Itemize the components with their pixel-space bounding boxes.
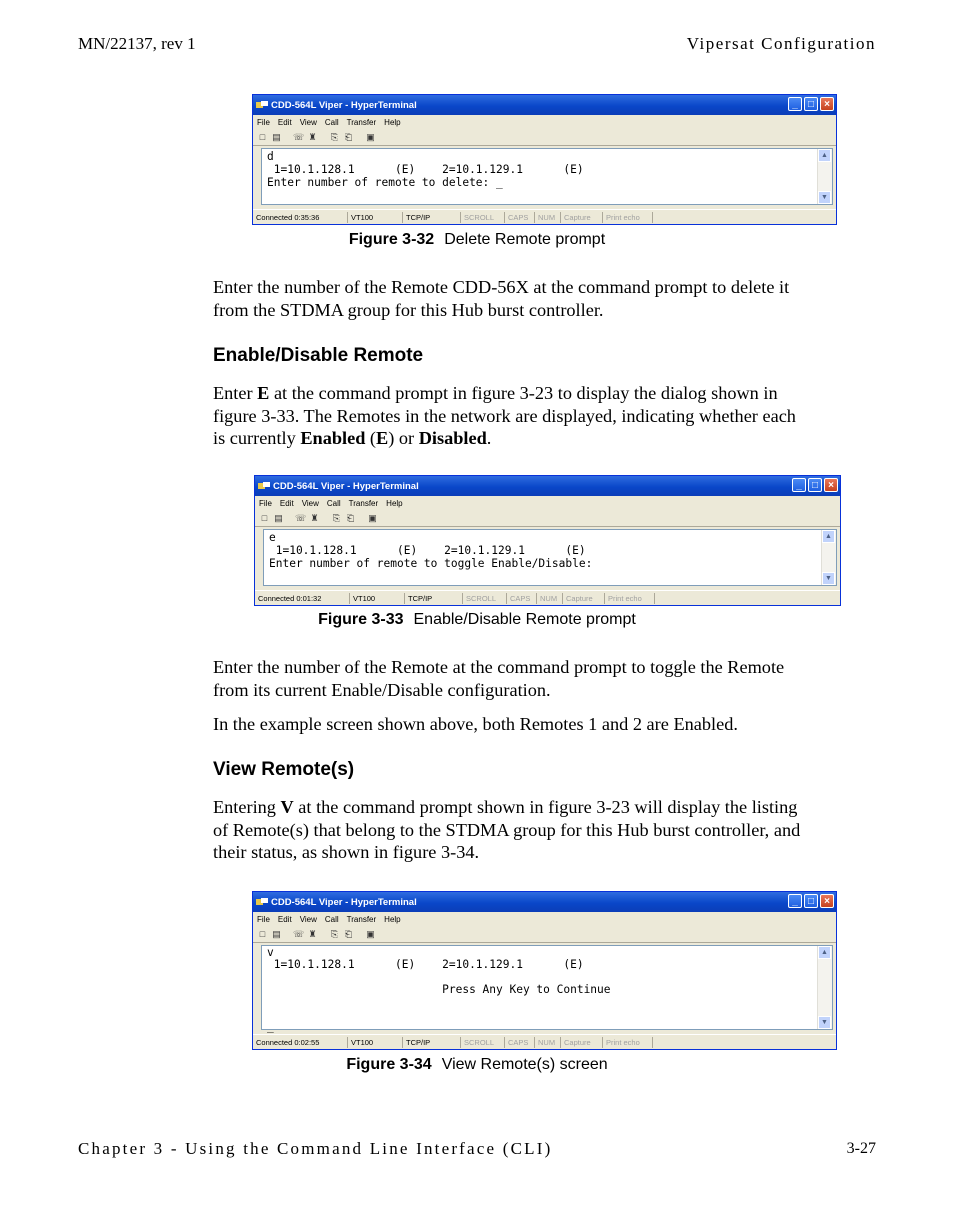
terminal-line: Enter number of remote to delete: _: [267, 176, 503, 189]
figure-number: Figure 3-34: [346, 1056, 432, 1073]
terminal-line: _: [267, 1019, 274, 1033]
hyperterminal-app-icon: [258, 481, 270, 491]
statusbar: [253, 1034, 836, 1049]
send-icon[interactable]: ⎘: [330, 928, 339, 939]
call-icon[interactable]: ☏: [295, 512, 307, 523]
header-section-title: Vipersat Configuration: [686, 34, 876, 53]
text-bold: Disabled: [418, 428, 487, 448]
window-title: CDD-564L Viper - HyperTerminal: [273, 480, 419, 492]
status-protocol: TCP/IP: [405, 593, 463, 604]
menu-help[interactable]: Help: [384, 914, 401, 924]
terminal-line: [267, 996, 611, 1008]
status-caps: CAPS: [507, 593, 537, 604]
section-heading-enable-disable: Enable/Disable Remote: [213, 345, 424, 366]
menu-transfer[interactable]: Transfer: [346, 914, 377, 924]
minimize-icon[interactable]: _: [788, 894, 802, 908]
figure-title: Delete Remote prompt: [444, 231, 606, 248]
paragraph-delete-remote: [213, 276, 881, 321]
text-run: at the command prompt in figure 3-23 to display the dialog shown in: [269, 383, 778, 403]
menu-help[interactable]: Help: [384, 117, 401, 127]
footer-chapter-title: Chapter 3 - Using the Command Line Interface (CLI): [78, 1139, 553, 1158]
terminal-line: d: [267, 150, 274, 163]
figure-caption: [0, 231, 954, 249]
hyperterminal-app-icon: [256, 897, 268, 907]
status-scroll: SCROLL: [463, 593, 507, 604]
text-run: ) or: [388, 428, 419, 448]
window-titlebar[interactable]: [253, 892, 836, 912]
new-document-icon[interactable]: □: [259, 928, 266, 939]
menu-view[interactable]: View: [299, 914, 317, 924]
section-heading-view-remotes: View Remote(s): [213, 759, 355, 780]
terminal-line: 1=10.1.128.1 (E) 2=10.1.129.1 (E): [267, 163, 584, 176]
terminal-text: [267, 150, 584, 189]
properties-icon[interactable]: ▣: [366, 928, 375, 939]
window-titlebar[interactable]: [253, 95, 836, 115]
menubar: [253, 912, 836, 926]
close-icon[interactable]: ×: [820, 97, 834, 111]
text-line: from its current Enable/Disable configuration.: [213, 679, 551, 700]
menu-file[interactable]: File: [257, 117, 270, 127]
status-emulation: VT100: [350, 593, 405, 604]
status-capture: Capture: [561, 1037, 603, 1048]
figure-title: Enable/Disable Remote prompt: [413, 611, 636, 628]
menu-call[interactable]: Call: [324, 117, 339, 127]
send-icon[interactable]: ⎘: [332, 512, 341, 523]
scroll-down-icon[interactable]: ▼: [822, 572, 835, 585]
maximize-icon[interactable]: □: [804, 894, 818, 908]
status-protocol: TCP/IP: [403, 212, 461, 223]
menubar: [255, 496, 840, 510]
figure-number: Figure 3-33: [318, 611, 404, 628]
minimize-icon[interactable]: _: [788, 97, 802, 111]
terminal-line: Press Any Key to Continue: [267, 982, 611, 996]
open-folder-icon[interactable]: ▤: [272, 131, 281, 142]
receive-icon[interactable]: ⎗: [346, 512, 355, 523]
properties-icon[interactable]: ▣: [366, 131, 375, 142]
status-capture: Capture: [563, 593, 605, 604]
figure-number: Figure 3-32: [348, 231, 435, 248]
status-connected: Connected 0:01:32: [255, 593, 350, 604]
properties-icon[interactable]: ▣: [368, 512, 377, 523]
menu-help[interactable]: Help: [386, 498, 403, 508]
hyperterminal-window-delete: [252, 94, 837, 225]
disconnect-icon[interactable]: ♜: [308, 928, 317, 939]
status-num: NUM: [535, 1037, 561, 1048]
terminal-line: Enter number of remote to toggle Enable/Disable:: [269, 557, 593, 570]
vertical-scrollbar[interactable]: [821, 530, 836, 585]
text-bold: Enabled: [300, 428, 366, 448]
text-line: Enter the number of the Remote CDD-56X at the command prompt to delete it: [213, 277, 790, 297]
menu-edit[interactable]: Edit: [279, 498, 294, 508]
hyperterminal-window-enable-disable: [254, 475, 841, 606]
figure-caption: [0, 1056, 954, 1074]
status-print-echo: Print echo: [605, 593, 655, 604]
statusbar: [255, 590, 840, 605]
receive-icon[interactable]: ⎗: [344, 131, 353, 142]
menu-call[interactable]: Call: [324, 914, 339, 924]
terminal-screen[interactable]: [261, 148, 833, 205]
text-line: figure 3-33. The Remotes in the network are displayed, indicating whether each: [213, 405, 796, 426]
menu-edit[interactable]: Edit: [277, 117, 292, 127]
status-caps: CAPS: [505, 1037, 535, 1048]
menu-edit[interactable]: Edit: [277, 914, 292, 924]
toolbar: [255, 510, 840, 527]
paragraph-example-note: In the example screen shown above, both Remotes 1 and 2 are Enabled.: [213, 714, 738, 734]
terminal-line: 1=10.1.128.1 (E) 2=10.1.129.1 (E): [269, 544, 586, 557]
vertical-scrollbar[interactable]: [817, 946, 832, 1029]
text-run: (: [365, 428, 377, 448]
header-doc-number: MN/22137, rev 1: [78, 34, 196, 53]
status-num: NUM: [537, 593, 563, 604]
close-icon[interactable]: ×: [820, 894, 834, 908]
scroll-up-icon[interactable]: ▲: [822, 530, 835, 543]
scroll-up-icon[interactable]: ▲: [818, 149, 831, 162]
text-line: [213, 427, 881, 450]
statusbar: [253, 209, 836, 224]
text-line: their status, as shown in figure 3-34.: [213, 842, 480, 862]
menubar: [253, 115, 836, 129]
menu-view[interactable]: View: [299, 117, 317, 127]
menu-transfer[interactable]: Transfer: [348, 498, 379, 508]
vertical-scrollbar[interactable]: [817, 149, 832, 204]
status-scroll: SCROLL: [461, 1037, 505, 1048]
status-connected: Connected 0:02:55: [253, 1037, 348, 1048]
status-emulation: VT100: [348, 212, 403, 223]
toolbar: [253, 926, 836, 943]
window-title: CDD-564L Viper - HyperTerminal: [271, 896, 417, 908]
scroll-down-icon[interactable]: ▼: [818, 191, 831, 204]
status-protocol: TCP/IP: [403, 1037, 461, 1048]
paragraph-toggle-remote: [213, 656, 881, 701]
status-emulation: VT100: [348, 1037, 403, 1048]
status-num: NUM: [535, 212, 561, 223]
text-bold: E: [376, 428, 389, 448]
toolbar: [253, 129, 836, 146]
hyperterminal-app-icon: [256, 100, 268, 110]
terminal-line: v: [267, 946, 274, 959]
text-run: Enter: [213, 383, 258, 403]
menu-view[interactable]: View: [301, 498, 319, 508]
menu-file[interactable]: File: [259, 498, 272, 508]
menu-call[interactable]: Call: [326, 498, 341, 508]
terminal-line: [267, 1008, 611, 1020]
text-line: of Remote(s) that belong to the STDMA group for this Hub burst controller, and: [213, 819, 801, 840]
terminal-text: [267, 947, 611, 1033]
status-connected: Connected 0:35:36: [253, 212, 348, 223]
text-run: at the command prompt shown in figure 3-23 will display the listing: [293, 797, 798, 817]
new-document-icon[interactable]: □: [261, 512, 268, 523]
scroll-up-icon[interactable]: ▲: [818, 946, 831, 959]
footer-page-number: 3-27: [846, 1140, 876, 1157]
hyperterminal-window-view-remotes: [252, 891, 837, 1050]
terminal-text: [269, 531, 592, 570]
text-line: [213, 796, 881, 819]
receive-icon[interactable]: ⎗: [344, 928, 353, 939]
terminal-line: 1=10.1.128.1 (E) 2=10.1.129.1 (E): [267, 958, 584, 972]
text-bold: V: [280, 797, 294, 817]
text-run: Entering: [213, 797, 281, 817]
new-document-icon[interactable]: □: [259, 131, 266, 142]
call-icon[interactable]: ☏: [293, 928, 305, 939]
status-scroll: SCROLL: [461, 212, 505, 223]
figure-title: View Remote(s) screen: [441, 1056, 608, 1073]
terminal-screen[interactable]: [263, 529, 837, 586]
scroll-down-icon[interactable]: ▼: [818, 1016, 831, 1029]
open-folder-icon[interactable]: ▤: [274, 512, 283, 523]
text-bold: E: [257, 383, 270, 403]
status-print-echo: Print echo: [603, 212, 653, 223]
text-line: Enter the number of the Remote at the command prompt to toggle the Remote: [213, 657, 785, 677]
paragraph-view-remotes: [213, 796, 881, 864]
close-icon[interactable]: ×: [824, 478, 838, 492]
status-caps: CAPS: [505, 212, 535, 223]
terminal-line: e: [269, 531, 276, 544]
maximize-icon[interactable]: □: [808, 478, 822, 492]
text-run: is currently: [213, 428, 301, 448]
call-icon[interactable]: ☏: [293, 131, 305, 142]
terminal-screen[interactable]: [261, 945, 833, 1033]
window-title: CDD-564L Viper - HyperTerminal: [271, 99, 417, 111]
text-run: .: [486, 428, 492, 448]
status-capture: Capture: [561, 212, 603, 223]
maximize-icon[interactable]: □: [804, 97, 818, 111]
text-line: [213, 382, 881, 405]
disconnect-icon[interactable]: ♜: [310, 512, 319, 523]
open-folder-icon[interactable]: ▤: [272, 928, 281, 939]
send-icon[interactable]: ⎘: [330, 131, 339, 142]
text-line: from the STDMA group for this Hub burst controller.: [213, 299, 604, 320]
menu-transfer[interactable]: Transfer: [346, 117, 377, 127]
minimize-icon[interactable]: _: [792, 478, 806, 492]
status-print-echo: Print echo: [603, 1037, 653, 1048]
disconnect-icon[interactable]: ♜: [308, 131, 317, 142]
menu-file[interactable]: File: [257, 914, 270, 924]
window-titlebar[interactable]: [255, 476, 840, 496]
figure-caption: [0, 611, 954, 629]
paragraph-enable-disable: [213, 382, 881, 450]
